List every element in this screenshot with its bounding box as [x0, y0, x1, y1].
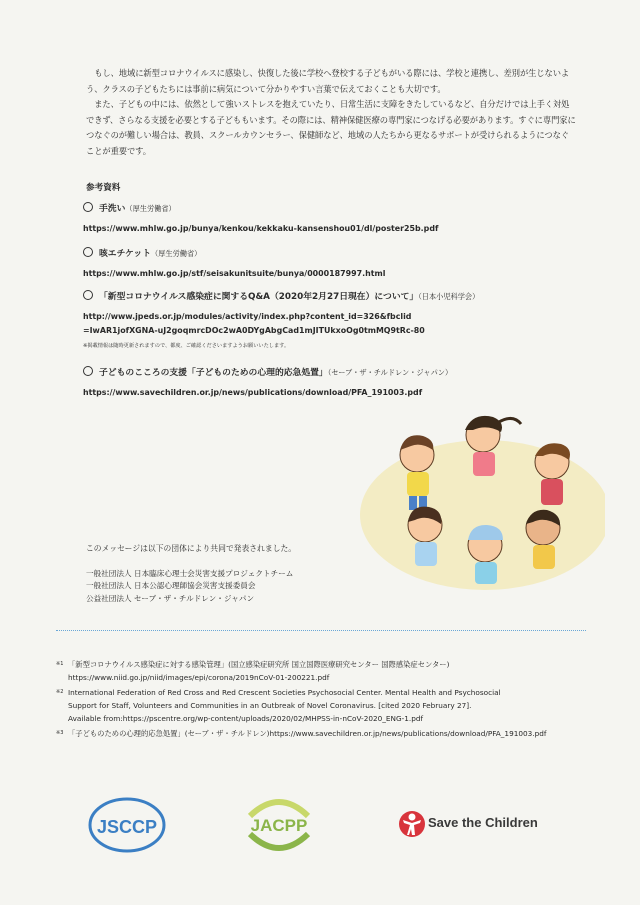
reference-heading: 子どものこころの支援「子どものための心理的応急処置」（セーブ・ザ・チルドレン・ジャパン） — [83, 366, 603, 379]
svg-text:JSCCP: JSCCP — [96, 817, 158, 837]
organization-name: 公益社団法人 セーブ・ザ・チルドレン・ジャパン — [86, 593, 255, 603]
reference-item — [83, 290, 603, 350]
save-the-children-wordmark: Save the Children — [428, 815, 538, 830]
footnote-url[interactable]: Available from:https://pscentre.org/wp-content/uploads/2020/02/MHPSS-in-nCoV-2020_ENG-1.pdf — [68, 714, 424, 723]
organization-name: 一般社団法人 日本公認心理師協会災害支援委員会 — [86, 581, 256, 591]
circle-bullet-icon — [83, 202, 93, 212]
reference-url[interactable]: https://www.savechildren.or.jp/news/publications/download/PFA_191003.pdf — [83, 388, 423, 397]
save-the-children-logo — [398, 807, 558, 841]
jacpp-logo — [240, 794, 318, 856]
svg-text:JACPP: JACPP — [250, 816, 308, 835]
joint-message: このメッセージは以下の団体により共同で発表されました。 — [86, 544, 297, 553]
reference-heading: 咳エチケット（厚生労働省） — [83, 247, 603, 260]
save-the-children-emblem-icon — [398, 809, 426, 839]
footnote: ※3 「子どものための心理的応急処置」(セーブ・ザ・チルドレン)https://www.savechildren.or.jp/news/publications/download/PFA_191003.pdf — [56, 729, 547, 738]
footnote: ※1 「新型コロナウイルス感染症に対する感染管理」(国立感染症研究所 国立国際医療研究センター 国際感染症センター) https://www.niid.go.jp/niid/images/epi/corona/2019nCoV-01-200221.pdf — [56, 658, 596, 684]
organization-name: 一般社団法人 日本臨床心理士会災害支援プロジェクトチーム — [86, 569, 294, 578]
footnote-url[interactable]: https://www.niid.go.jp/niid/images/epi/corona/2019nCoV-01-200221.pdf — [68, 673, 330, 682]
paragraph-1: もし、地域に新型コロナウイルスに感染し、快復した後に学校へ登校する子どもがいる際には、学校と連携し、差別が生じないよう、クラスの子どもたちには事前に病気について分かりやすい言葉で伝えておくことも大切です。 — [86, 68, 570, 94]
circle-bullet-icon — [83, 290, 93, 300]
jsccp-logo — [88, 797, 166, 853]
paragraph-2: また、子どもの中には、依然として強いストレスを抱えていたり、日常生活に支障をきたしているなど、自分だけでは上手く対処できず、さらなる支援を必要とする子どももいます。その際には、精神保健医療の専門家につなげる必要があります。すぐに専門家につなぐのが難しい場合は、教員、スクールカウンセラー、保健師など、地域の人たちから更なるサポートが受けられるようにつなぐことが重要です。 — [86, 99, 576, 156]
reference-item — [83, 247, 603, 281]
footnote: ※2 International Federation of Red Cross and Red Crescent Societies Psychosocial Center. Mental Health and Psychosocial Support for Staff, Volunteers and Communities in an Outbreak of Novel Coronavirus. [cited 2020 February 27]. Available from:https://pscentre.org/wp-content/uploads/2020/02/MHPSS-in-nCoV-2020_ENG-1.pdf — [56, 686, 596, 725]
reference-item — [83, 366, 603, 400]
reference-item — [83, 202, 603, 236]
reference-url[interactable]: http://www.jpeds.or.jp/modules/activity/index.php?content_id=326&fbclid =IwAR1jofXGNA-uJ2goqmrcDOc2wA0DYgAbgCad1mJITUkxoOg0tmMQ9tRc-80 — [83, 312, 425, 335]
reference-url[interactable]: https://www.mhlw.go.jp/stf/seisakunitsuite/bunya/0000187997.html — [83, 269, 386, 278]
reference-heading: 手洗い（厚生労働省） — [83, 202, 603, 215]
reference-note: ※掲載情報は随時更新されますので、都度、ご確認くださいますようお願いいたします。 — [83, 343, 290, 349]
reference-heading: 「新型コロナウイルス感染症に関するQ&A（2020年2月27日現在）について」（日本小児科学会） — [83, 290, 603, 303]
circle-bullet-icon — [83, 247, 93, 257]
reference-url[interactable]: https://www.mhlw.go.jp/bunya/kenkou/kekkaku-kansenshou01/dl/poster25b.pdf — [83, 224, 439, 233]
references-title: 参考資料 — [86, 183, 121, 193]
dotted-divider — [56, 630, 586, 631]
children-illustration — [355, 400, 605, 590]
organization-list — [86, 568, 293, 605]
circle-bullet-icon — [83, 366, 93, 376]
